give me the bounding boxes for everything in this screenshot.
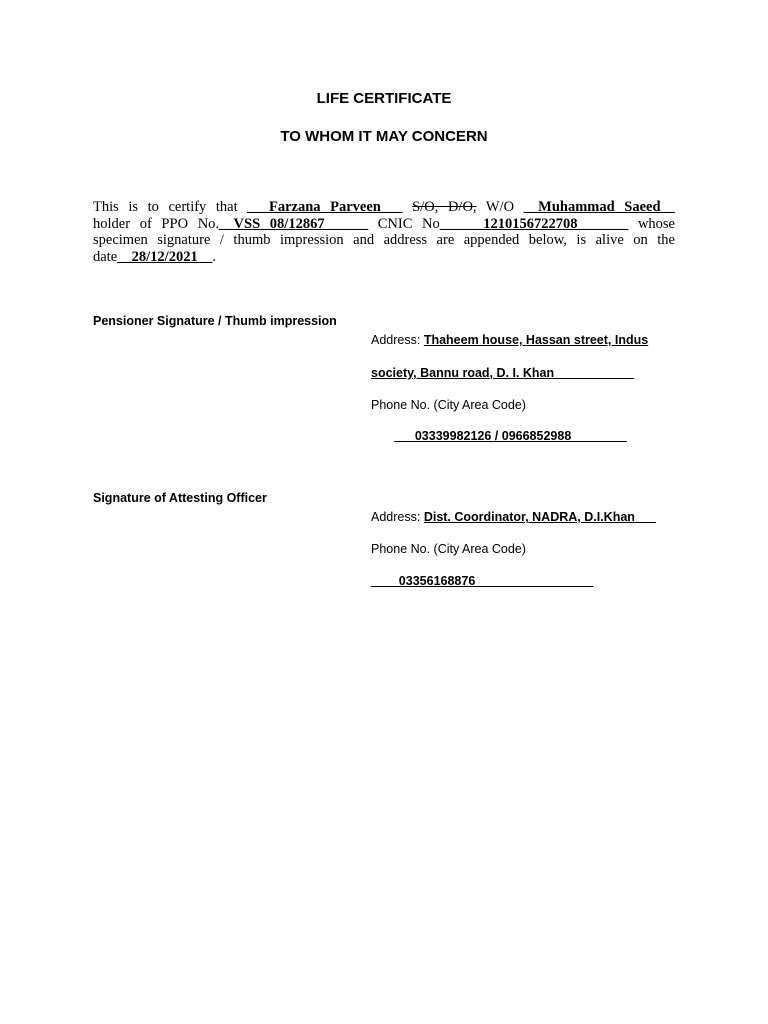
certificate-title: LIFE CERTIFICATE [316,90,452,107]
spouse-name: __Muhammad Saeed__ [523,199,676,215]
cnic-number: ______1210156722708_______ [439,215,629,232]
certificate-paragraph [93,199,675,265]
attesting-officer-signature-label: Signature of Attesting Officer [93,491,267,505]
paragraph-line-1 [93,199,675,216]
officer-address-label: Address: [371,510,424,524]
pensioner-phone-label: Phone No. (City Area Code) [371,398,526,412]
paragraph-line-4 [93,249,675,266]
pensioner-name: ___Farzana Parveen___ [247,199,403,215]
paragraph-line-3: specimen signature / thumb impression and address are appended below, is alive on the [93,232,675,249]
officer-address-value: Dist. Coordinator, NADRA, D.I.Khan___ [423,510,656,524]
officer-phone-label: Phone No. (City Area Code) [371,542,526,556]
paragraph-line-2 [93,216,675,233]
certificate-date: __28/12/2021__ [117,248,213,265]
relation-struck: S/O, D/O, [412,199,477,215]
officer-phone-value: ____03356168876_________________ [371,574,594,588]
cnic-label: CNIC No [368,215,440,232]
pensioner-address-label: Address: [371,333,424,347]
line1-prefix: This is to certify that [93,199,248,215]
ppo-number: __VSS 08/12867______ [219,215,369,232]
line2-suffix: whose [628,215,675,232]
pensioner-signature-label: Pensioner Signature / Thumb impression [93,314,337,328]
date-label: date [93,248,118,265]
pensioner-phone-value: ___03339982126 / 0966852988________ [394,429,627,443]
ppo-label: holder of PPO No. [93,215,220,232]
pensioner-address-line-1: Thaheem house, Hassan street, Indus [423,333,649,347]
relation-kept: W/O [476,199,524,215]
pensioner-address [371,333,648,347]
certificate-subtitle: TO WHOM IT MAY CONCERN [280,128,488,145]
pensioner-address-line-2: society, Bannu road, D. I. Khan ___________ [371,366,635,380]
line4-suffix: . [212,248,216,265]
officer-address [371,510,656,524]
